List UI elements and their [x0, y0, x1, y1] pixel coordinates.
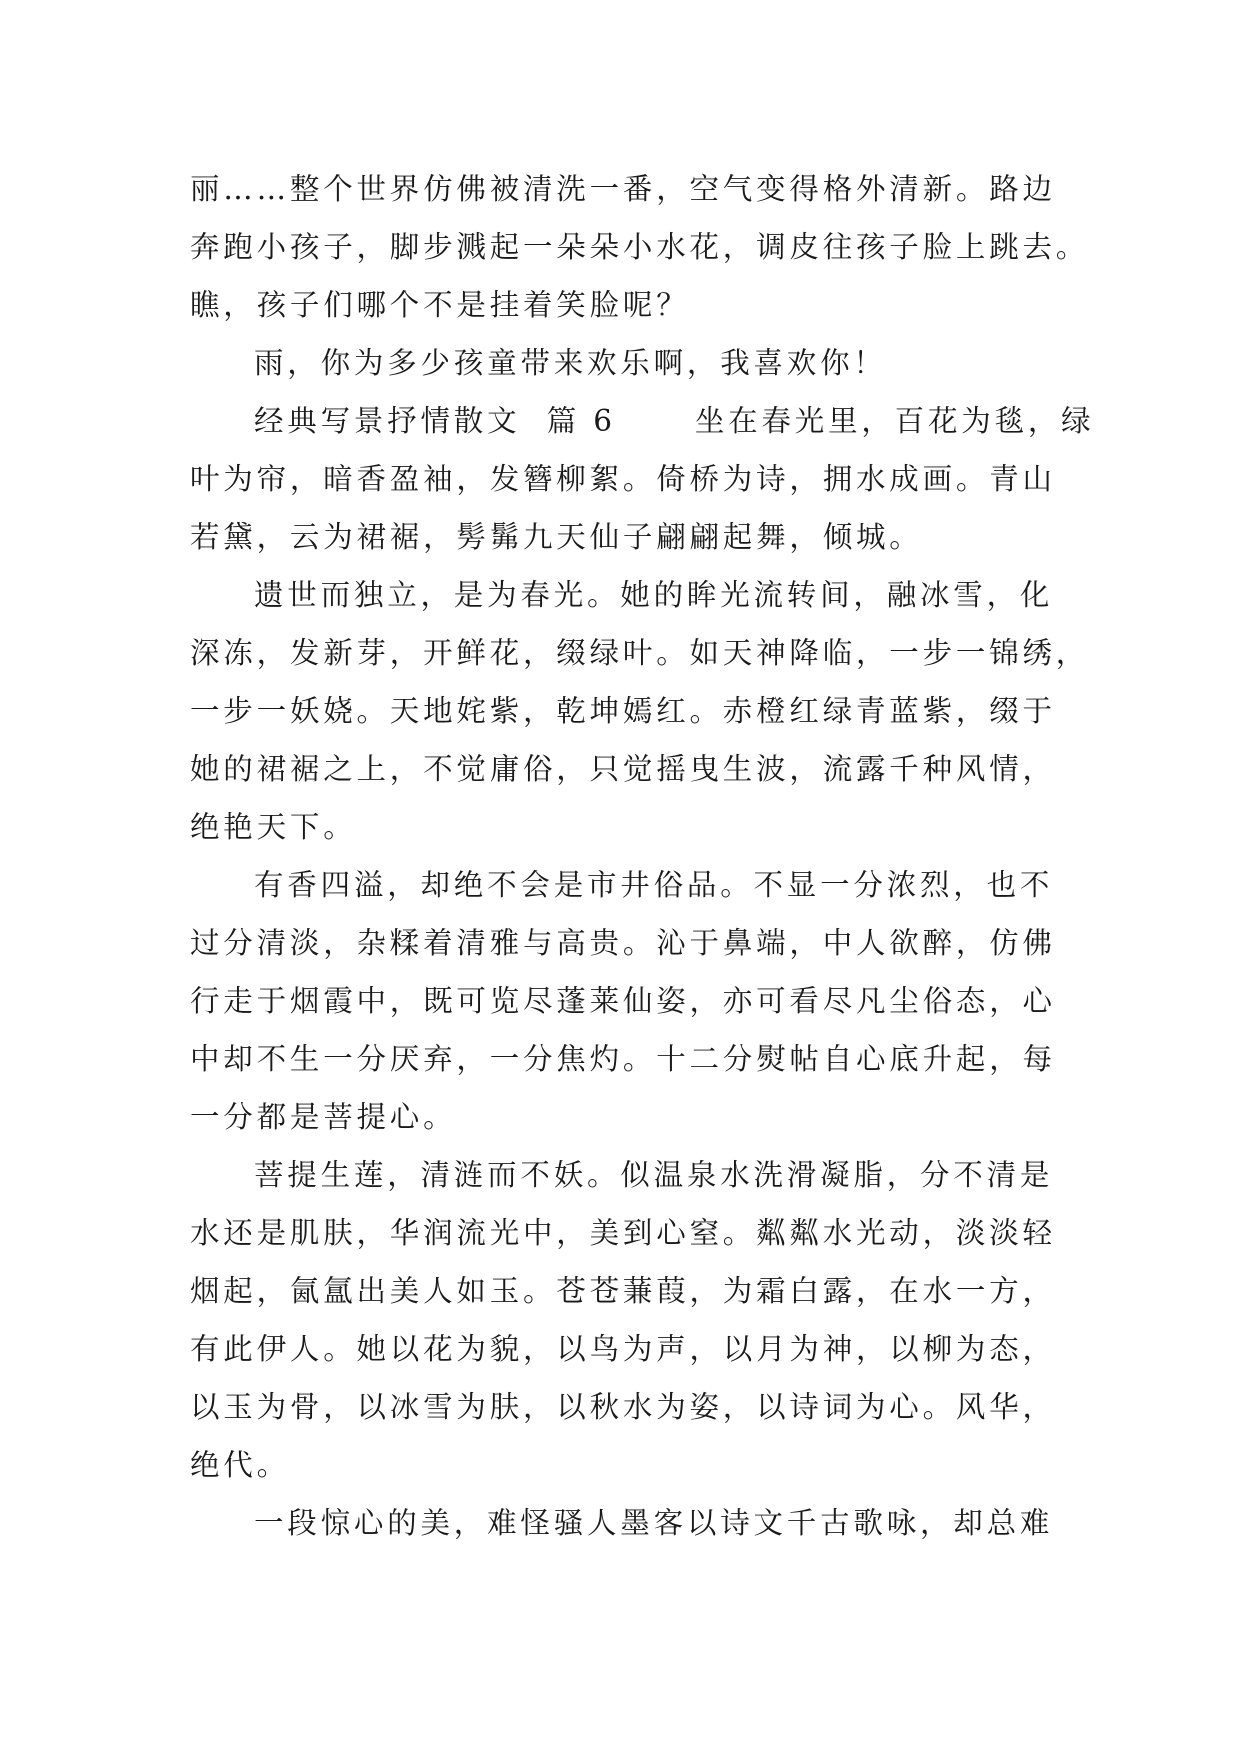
text-line: 一段惊心的美，难怪骚人墨客以诗文千古歌咏，却总难	[254, 1506, 1054, 1540]
text-line: 遗世而独立，是为春光。她的眸光流转间，融冰雪，化	[254, 578, 1054, 612]
text-line: 绝代。	[190, 1448, 290, 1482]
text-line: 水还是肌肤，华润流光中，美到心窒。粼粼水光动，淡淡轻	[190, 1216, 1056, 1250]
text-line: 丽……整个世界仿佛被清洗一番，空气变得格外清新。路边	[190, 172, 1056, 206]
text-line: 绝艳天下。	[190, 810, 357, 844]
text-line: 过分清淡，杂糅着清雅与高贵。沁于鼻端，中人欲醉，仿佛	[190, 926, 1056, 960]
text-line: 中却不生一分厌弃，一分焦灼。十二分熨帖自心底升起，每	[190, 1042, 1056, 1076]
text-line: 她的裙裾之上，不觉庸俗，只觉摇曳生波，流露千种风情，	[190, 752, 1056, 786]
text-line: 有此伊人。她以花为貌，以鸟为声，以月为神，以柳为态，	[190, 1332, 1056, 1366]
text-line: 若黛，云为裙裾，髣髴九天仙子翩翩起舞，倾城。	[190, 520, 923, 554]
text-line: 叶为帘，暗香盈袖，发簪柳絮。倚桥为诗，拥水成画。青山	[190, 462, 1056, 496]
text-line: 有香四溢，却绝不会是市井俗品。不显一分浓烈，也不	[254, 868, 1054, 902]
text-line: 深冻，发新芽，开鲜花，缀绿叶。如天神降临，一步一锦绣，	[190, 636, 1090, 670]
body-text	[190, 160, 1095, 1552]
text-line: 瞧，孩子们哪个不是挂着笑脸呢？	[190, 288, 690, 322]
text-line: 行走于烟霞中，既可览尽蓬莱仙姿，亦可看尽凡尘俗态，心	[190, 984, 1056, 1018]
text-line: 菩提生莲，清涟而不妖。似温泉水洗滑凝脂，分不清是	[254, 1158, 1054, 1192]
text-line: 经典写景抒情散文 篇 6 坐在春光里，百花为毯，绿	[254, 404, 1095, 438]
text-line: 雨，你为多少孩童带来欢乐啊，我喜欢你！	[254, 346, 887, 380]
text-line: 以玉为骨，以冰雪为肤，以秋水为姿，以诗词为心。风华，	[190, 1390, 1056, 1424]
text-line: 一分都是菩提心。	[190, 1100, 457, 1134]
text-line: 奔跑小孩子，脚步溅起一朵朵小水花，调皮往孩子脸上跳去。	[190, 230, 1090, 264]
text-line: 烟起，氤氲出美人如玉。苍苍蒹葭，为霜白露，在水一方，	[190, 1274, 1056, 1308]
text-line: 一步一妖娆。天地姹紫，乾坤嫣红。赤橙红绿青蓝紫，缀于	[190, 694, 1056, 728]
